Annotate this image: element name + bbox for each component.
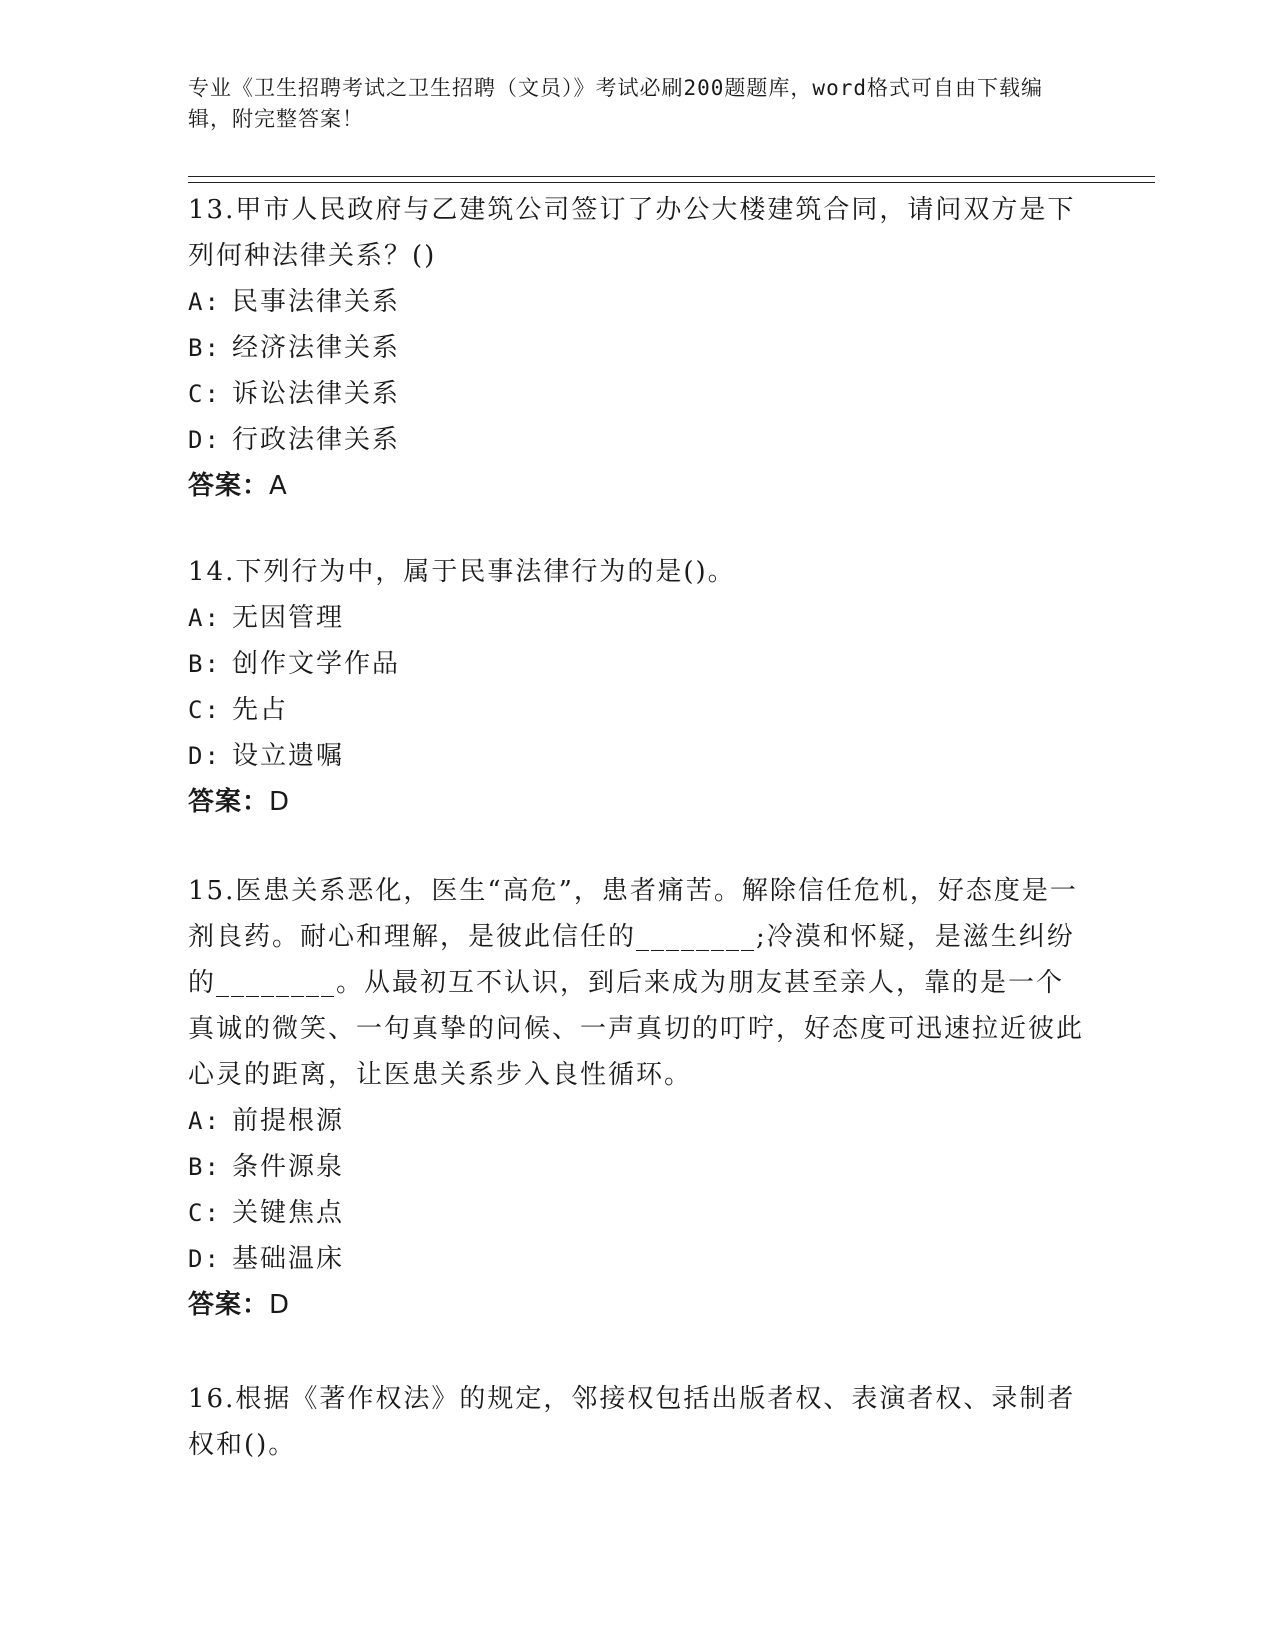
option-c [188,371,1088,417]
option-letter: A: [188,1107,221,1135]
option-letter: C: [188,696,221,724]
option-text: 无因管理 [232,603,345,633]
question-stem: 14.下列行为中，属于民事法律行为的是()。 [188,557,736,587]
option-letter: B: [188,1153,221,1181]
option-letter: A: [188,288,221,316]
question-16 [188,1376,1088,1468]
question-15 [188,868,1088,1328]
option-letter: B: [188,650,221,678]
answer-label: 答案： [188,471,270,501]
question-stem: 13.甲市人民政府与乙建筑公司签订了办公大楼建筑合同，请问双方是下列何种法律关系？() [188,195,1076,271]
option-text: 民事法律关系 [232,287,401,317]
answer-value: D [269,787,291,817]
option-text: 先占 [232,695,289,725]
answer-line [188,1282,1088,1328]
option-text: 关键焦点 [232,1198,345,1228]
option-text: 行政法律关系 [232,425,401,455]
question-stem: 16.根据《著作权法》的规定，邻接权包括出版者权、表演者权、录制者权和()。 [188,1384,1076,1460]
option-c [188,687,1088,733]
option-a [188,595,1088,641]
option-b [188,1144,1088,1190]
option-text: 诉讼法律关系 [232,379,401,409]
question-stem: 15.医患关系恶化，医生“高危”，患者痛苦。解除信任危机，好态度是一剂良药。耐心和理解，是彼此信任的________;冷漠和怀疑，是滋生纠纷的________。从最初互不认识，到后来成为朋友甚至亲人，靠的是一个真诚的微笑、一句真挚的问候、一声真切的叮咛，好态度可迅速拉近彼此心灵的距离，让医患关系步入良性循环。 [188,876,1085,1090]
answer-line [188,463,1088,509]
question-14 [188,549,1088,825]
option-a [188,279,1088,325]
option-text: 基础温床 [232,1244,345,1274]
option-d [188,733,1088,779]
answer-label: 答案： [188,787,270,817]
option-text: 经济法律关系 [232,333,401,363]
option-d [188,417,1088,463]
option-text: 设立遗嘱 [232,741,345,771]
question-13 [188,187,1088,509]
option-letter: C: [188,1199,221,1227]
answer-label: 答案： [188,1290,270,1320]
option-text: 条件源泉 [232,1152,345,1182]
answer-value: A [269,471,288,501]
document-header-note: 专业《卫生招聘考试之卫生招聘（文员）》考试必刷200题题库，word格式可自由下载编辑，附完整答案！ [188,76,1043,131]
answer-line [188,779,1088,825]
option-a [188,1098,1088,1144]
option-letter: D: [188,1245,221,1273]
option-letter: D: [188,742,221,770]
option-letter: D: [188,426,221,454]
option-b [188,325,1088,371]
option-letter: B: [188,334,221,362]
header-divider-top [188,176,1155,177]
answer-value: D [269,1290,291,1320]
option-d [188,1236,1088,1282]
option-text: 创作文学作品 [232,649,401,679]
option-letter: A: [188,604,221,632]
header-divider-bottom [188,182,1155,183]
option-letter: C: [188,380,221,408]
option-c [188,1190,1088,1236]
option-text: 前提根源 [232,1106,345,1136]
option-b [188,641,1088,687]
